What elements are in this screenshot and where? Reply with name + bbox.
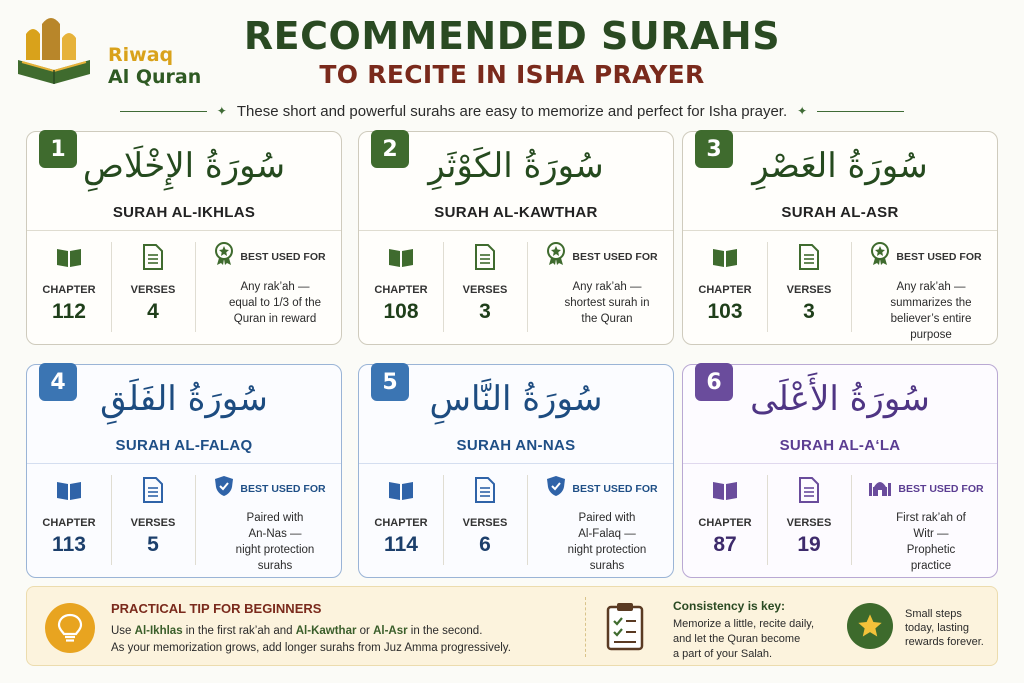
best-used-line: Witr — — [913, 528, 949, 540]
surah-arabic-name: سُورَةُ الأَعْلَى — [750, 379, 930, 419]
best-used-for — [535, 475, 669, 574]
document-icon — [767, 242, 851, 272]
best-used-for — [535, 242, 669, 327]
consistency-title: Consistency is key: — [673, 599, 786, 613]
best-used-label: BEST USED FOR — [572, 250, 658, 263]
book-icon — [27, 242, 111, 272]
consistency-line: a part of your Salah. — [673, 648, 773, 660]
verses-stat — [443, 242, 527, 324]
chapter-label: CHAPTER — [374, 517, 428, 529]
consistency-line: Memorize a little, recite daily, — [673, 618, 815, 630]
best-used-line: Prophetic — [906, 544, 956, 556]
best-used-line: summarizes the — [890, 297, 972, 309]
best-used-line: Al-Falaq — — [578, 528, 636, 540]
intro-row — [120, 100, 904, 122]
surah-name: SURAH AL-KAWTHAR — [434, 204, 598, 221]
surah-number-badge: 2 — [371, 130, 409, 168]
mosque-icon — [868, 475, 892, 502]
verses-value: 3 — [803, 300, 815, 323]
best-used-label: BEST USED FOR — [240, 482, 326, 495]
book-icon — [683, 242, 767, 272]
card-divider — [27, 230, 341, 231]
chapter-stat — [359, 475, 443, 557]
chapter-label: CHAPTER — [42, 517, 96, 529]
surah-arabic-name: سُورَةُ الفَلَقِ — [100, 379, 268, 419]
best-used-description — [535, 510, 669, 574]
divider-line — [120, 111, 207, 112]
consistency-line: and let the Quran become — [673, 633, 801, 645]
card-divider — [683, 463, 997, 464]
verses-value: 3 — [479, 300, 491, 323]
small-steps-line: Small steps — [905, 608, 962, 620]
verses-label: VERSES — [786, 284, 832, 296]
best-used-for — [203, 475, 337, 574]
best-used-description — [859, 279, 993, 343]
surah-card — [682, 131, 998, 345]
award-icon — [214, 242, 234, 271]
chapter-value: 108 — [383, 300, 419, 323]
best-used-line: surahs — [589, 560, 625, 572]
brand-name-line2: Al Quran — [108, 66, 202, 88]
surah-name: SURAH AL-IKHLAS — [112, 204, 256, 221]
card-divider — [359, 230, 673, 231]
best-used-line: Quran in reward — [233, 313, 317, 325]
beginner-tip-panel — [26, 586, 998, 666]
verses-value: 19 — [797, 533, 821, 556]
chapter-value: 114 — [384, 533, 418, 556]
shield-icon — [214, 475, 234, 502]
best-used-line: equal to 1/3 of the — [228, 297, 322, 309]
surah-number-badge: 6 — [695, 363, 733, 401]
award-icon — [546, 242, 566, 271]
book-icon — [683, 475, 767, 505]
surah-arabic-name: سُورَةُ النَّاسِ — [429, 379, 603, 419]
document-icon — [767, 475, 851, 505]
verses-stat — [111, 475, 195, 557]
surah-number-badge: 5 — [371, 363, 409, 401]
best-used-line: practice — [910, 560, 952, 572]
document-icon — [111, 475, 195, 505]
verses-label: VERSES — [130, 284, 176, 296]
page-subtitle-heading: TO RECITE IN ISHA PRAYER — [319, 60, 705, 89]
surah-number-badge: 3 — [695, 130, 733, 168]
verses-stat — [767, 475, 851, 557]
verses-stat — [111, 242, 195, 324]
best-used-label: BEST USED FOR — [898, 482, 984, 495]
chapter-stat — [683, 475, 767, 557]
shield-icon — [546, 475, 566, 502]
sparkle-icon: ✦ — [797, 104, 808, 118]
chapter-label: CHAPTER — [698, 284, 752, 296]
surah-arabic-name: سُورَةُ العَصْرِ — [752, 146, 928, 186]
best-used-line: Any rak’ah — — [240, 281, 310, 293]
card-divider — [27, 463, 341, 464]
best-used-line: the Quran — [581, 313, 633, 325]
book-icon — [359, 475, 443, 505]
surah-card — [358, 131, 674, 345]
best-used-line: night protection — [567, 544, 647, 556]
best-used-line: Any rak’ah — — [896, 281, 966, 293]
best-used-description — [203, 279, 337, 327]
surah-name: SURAH AL-ASR — [781, 204, 899, 221]
surah-name: SURAH AL-A‘LA — [779, 437, 901, 454]
book-icon — [359, 242, 443, 272]
best-used-for — [859, 475, 993, 574]
best-used-for — [859, 242, 993, 343]
checklist-icon — [605, 601, 645, 656]
chapter-stat — [27, 242, 111, 324]
verses-value: 5 — [147, 533, 159, 556]
chapter-stat — [683, 242, 767, 324]
best-used-line: purpose — [910, 329, 952, 341]
best-used-label: BEST USED FOR — [240, 250, 326, 263]
surah-card — [26, 364, 342, 578]
verses-label: VERSES — [130, 517, 176, 529]
column-divider — [851, 475, 852, 565]
best-used-line: surahs — [257, 560, 293, 572]
verses-label: VERSES — [462, 517, 508, 529]
best-used-description — [859, 510, 993, 574]
column-divider — [851, 242, 852, 332]
divider-line — [817, 111, 904, 112]
intro-text: These short and powerful surahs are easy to memorize and perfect for Isha prayer. — [236, 102, 788, 120]
small-steps-line: today, lasting — [905, 622, 970, 634]
best-used-label: BEST USED FOR — [896, 250, 982, 263]
chapter-value: 112 — [52, 300, 86, 323]
chapter-label: CHAPTER — [698, 517, 752, 529]
card-divider — [683, 230, 997, 231]
document-icon — [111, 242, 195, 272]
best-used-line: Paired with — [578, 512, 636, 524]
best-used-label: BEST USED FOR — [572, 482, 658, 495]
best-used-line: night protection — [235, 544, 315, 556]
best-used-description — [535, 279, 669, 327]
column-divider — [527, 242, 528, 332]
card-divider — [359, 463, 673, 464]
surah-card — [682, 364, 998, 578]
sparkle-icon: ✦ — [216, 104, 227, 118]
award-icon — [870, 242, 890, 271]
best-used-line: Paired with — [246, 512, 304, 524]
book-icon — [27, 475, 111, 505]
surah-name: SURAH AL-FALAQ — [115, 437, 253, 454]
page-title: RECOMMENDED SURAHS — [243, 14, 781, 58]
brand-name-line1: Riwaq — [108, 44, 174, 66]
verses-label: VERSES — [462, 284, 508, 296]
verses-stat — [443, 475, 527, 557]
best-used-for — [203, 242, 337, 327]
surah-arabic-name: سُورَةُ الإِخْلَاصِ — [82, 146, 286, 186]
tip-line-2: As your memorization grows, add longer surahs from Juz Amma progressively. — [111, 642, 511, 654]
verses-label: VERSES — [786, 517, 832, 529]
best-used-description — [203, 510, 337, 574]
chapter-value: 103 — [707, 300, 743, 323]
best-used-line: Any rak’ah — — [572, 281, 642, 293]
document-icon — [443, 475, 527, 505]
surah-name: SURAH AN-NAS — [456, 437, 576, 454]
star-icon — [847, 603, 893, 649]
best-used-line: shortest surah in — [564, 297, 650, 309]
chapter-value: 87 — [713, 533, 737, 556]
best-used-line: First rak’ah of — [896, 512, 966, 524]
column-divider — [527, 475, 528, 565]
verses-value: 6 — [479, 533, 491, 556]
chapter-label: CHAPTER — [42, 284, 96, 296]
document-icon — [443, 242, 527, 272]
surah-card — [358, 364, 674, 578]
column-divider — [195, 475, 196, 565]
small-steps-line: rewards forever. — [905, 636, 984, 648]
column-divider — [195, 242, 196, 332]
surah-number-badge: 4 — [39, 363, 77, 401]
chapter-label: CHAPTER — [374, 284, 428, 296]
tip-line-1: Use Al-Ikhlas in the first rak’ah and Al-Kawthar or Al-Asr in the second. — [111, 625, 483, 637]
best-used-line: believer’s entire — [890, 313, 972, 325]
lightbulb-icon — [45, 603, 95, 653]
chapter-stat — [359, 242, 443, 324]
surah-arabic-name: سُورَةُ الكَوْثَرِ — [428, 146, 604, 186]
chapter-value: 113 — [52, 533, 86, 556]
dashed-divider — [585, 597, 586, 657]
surah-card — [26, 131, 342, 345]
best-used-line: An-Nas — — [248, 528, 302, 540]
surah-number-badge: 1 — [39, 130, 77, 168]
verses-value: 4 — [147, 300, 159, 323]
chapter-stat — [27, 475, 111, 557]
tip-title: PRACTICAL TIP FOR BEGINNERS — [111, 601, 322, 616]
verses-stat — [767, 242, 851, 324]
